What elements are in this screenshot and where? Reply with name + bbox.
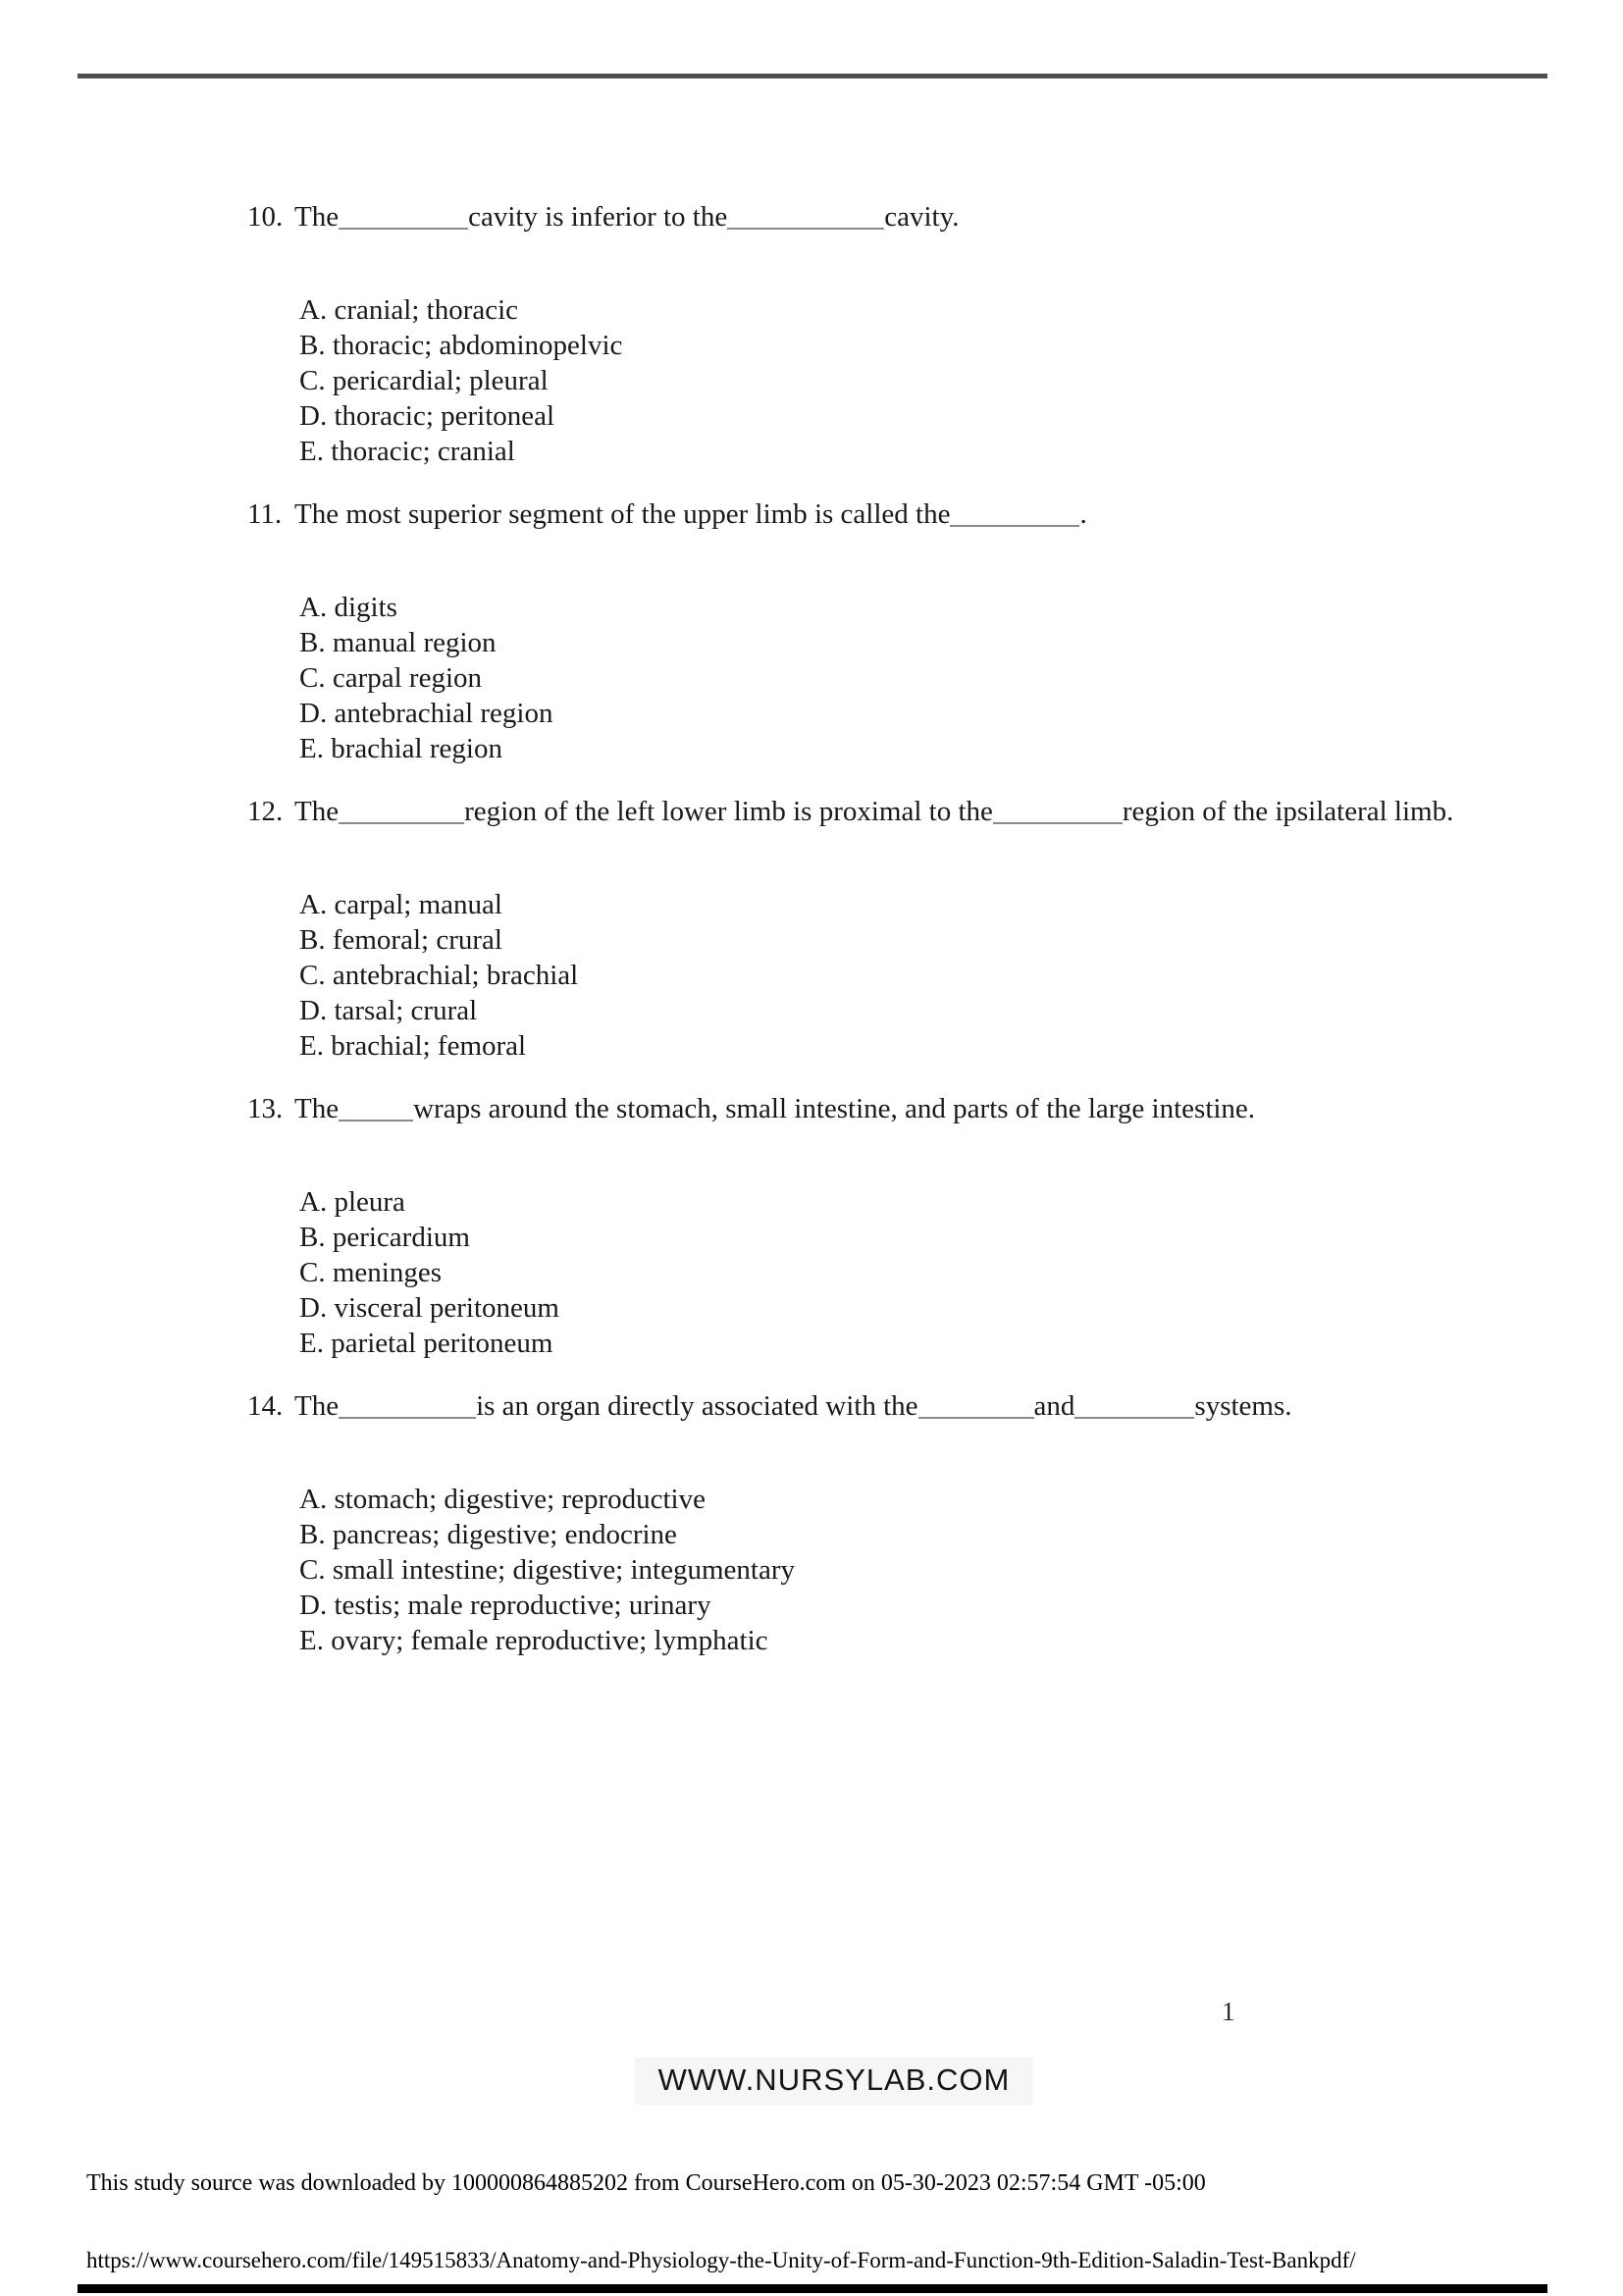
option-text: antebrachial; brachial <box>332 960 579 991</box>
option-letter: D. <box>299 400 328 432</box>
fill-in-blank <box>993 818 1123 824</box>
answer-option <box>299 922 1552 958</box>
option-text: pancreas; digestive; endocrine <box>332 1519 677 1550</box>
answer-option <box>299 363 1552 398</box>
option-text: meninges <box>332 1257 442 1288</box>
answer-option <box>299 887 1552 922</box>
question-line <box>247 794 1552 829</box>
option-text: stomach; digestive; reproductive <box>334 1484 706 1515</box>
question <box>247 1091 1552 1361</box>
watermark-container <box>0 2058 1623 2105</box>
option-letter: E. <box>299 1030 324 1062</box>
option-letter: A. <box>299 592 328 623</box>
options-list <box>299 887 1552 1064</box>
answer-option <box>299 292 1552 328</box>
question <box>247 794 1552 1064</box>
option-text: carpal; manual <box>334 889 502 920</box>
option-text: cranial; thoracic <box>334 294 519 326</box>
answer-option <box>299 696 1552 731</box>
option-text: femoral; crural <box>332 924 502 956</box>
answer-option <box>299 1290 1552 1326</box>
answer-option <box>299 398 1552 434</box>
question-number: 10. <box>247 201 284 233</box>
option-letter: B. <box>299 330 326 361</box>
question <box>247 496 1552 766</box>
question <box>247 1388 1552 1658</box>
answer-option <box>299 1255 1552 1290</box>
option-text: visceral peritoneum <box>334 1292 559 1324</box>
answer-option <box>299 958 1552 993</box>
question-text: The cavity is inferior to the cavity. <box>294 201 960 233</box>
question-line <box>247 199 1552 235</box>
option-letter: C. <box>299 960 326 991</box>
question <box>247 199 1552 469</box>
options-list <box>299 292 1552 469</box>
option-text: parietal peritoneum <box>331 1328 553 1359</box>
option-text: digits <box>334 592 397 623</box>
fill-in-blank <box>1074 1413 1194 1419</box>
option-letter: E. <box>299 733 324 764</box>
question-text: The wraps around the stomach, small intestine, and parts of the large intestine. <box>294 1093 1256 1124</box>
question-number: 13. <box>247 1093 284 1124</box>
option-text: ovary; female reproductive; lymphatic <box>331 1625 768 1656</box>
answer-option <box>299 328 1552 363</box>
question-number: 11. <box>247 498 283 530</box>
question-line <box>247 1091 1552 1126</box>
option-text: pericardial; pleural <box>332 365 549 396</box>
answer-option <box>299 660 1552 696</box>
fill-in-blank <box>950 521 1079 527</box>
bottom-bar <box>78 2284 1547 2293</box>
answer-option <box>299 625 1552 660</box>
download-note: This study source was downloaded by 100000864885202 from CourseHero.com on 05-30-2023 02:57:54 GMT -05:00 <box>86 2170 1206 2196</box>
fill-in-blank <box>339 818 464 824</box>
option-letter: D. <box>299 1292 328 1324</box>
fill-in-blank <box>339 224 468 230</box>
option-text: thoracic; peritoneal <box>334 400 555 432</box>
option-text: manual region <box>332 627 497 658</box>
answer-option <box>299 1623 1552 1658</box>
option-letter: B. <box>299 627 326 658</box>
option-letter: E. <box>299 1625 324 1656</box>
answer-option <box>299 1552 1552 1588</box>
answer-option <box>299 1588 1552 1623</box>
option-text: antebrachial region <box>334 698 553 729</box>
option-letter: A. <box>299 1186 328 1218</box>
option-text: testis; male reproductive; urinary <box>334 1590 711 1621</box>
question-number: 12. <box>247 796 284 827</box>
answer-option <box>299 1028 1552 1064</box>
watermark: WWW.NURSYLAB.COM <box>635 2058 1034 2105</box>
option-letter: A. <box>299 1484 328 1515</box>
option-text: pleura <box>334 1186 405 1218</box>
option-letter: B. <box>299 924 326 956</box>
option-letter: D. <box>299 698 328 729</box>
source-url-link[interactable]: https://www.coursehero.com/file/149515833/Anatomy-and-Physiology-the-Unity-of-Form-and-Function-9th-Edition-Saladin-Test-Bankpdf/ <box>86 2248 1356 2272</box>
option-text: pericardium <box>332 1222 470 1253</box>
top-rule <box>78 74 1547 78</box>
answer-option <box>299 731 1552 766</box>
question-line <box>247 496 1552 532</box>
option-letter: D. <box>299 1590 328 1621</box>
option-letter: D. <box>299 995 328 1026</box>
option-letter: C. <box>299 1554 326 1586</box>
option-text: small intestine; digestive; integumentary <box>332 1554 795 1586</box>
option-text: brachial region <box>331 733 502 764</box>
answer-option <box>299 1482 1552 1517</box>
options-list <box>299 590 1552 766</box>
option-text: brachial; femoral <box>331 1030 527 1062</box>
question-text: The region of the left lower limb is proximal to the region of the ipsilateral limb. <box>294 796 1454 827</box>
option-letter: B. <box>299 1519 326 1550</box>
answer-option <box>299 434 1552 469</box>
option-text: tarsal; crural <box>334 995 478 1026</box>
fill-in-blank <box>339 1116 413 1122</box>
question-text: The most superior segment of the upper limb is called the . <box>294 498 1087 530</box>
answer-option <box>299 993 1552 1028</box>
fill-in-blank <box>918 1413 1034 1419</box>
option-letter: B. <box>299 1222 326 1253</box>
option-text: thoracic; cranial <box>331 436 515 467</box>
answer-option <box>299 590 1552 625</box>
question-number: 14. <box>247 1390 284 1422</box>
answer-option <box>299 1220 1552 1255</box>
options-list <box>299 1482 1552 1658</box>
option-letter: A. <box>299 889 328 920</box>
option-letter: C. <box>299 365 326 396</box>
option-letter: A. <box>299 294 328 326</box>
option-letter: C. <box>299 1257 326 1288</box>
answer-option <box>299 1517 1552 1552</box>
options-list <box>299 1184 1552 1361</box>
question-line <box>247 1388 1552 1424</box>
answer-option <box>299 1326 1552 1361</box>
option-letter: E. <box>299 1328 324 1359</box>
questions-list <box>247 199 1552 1686</box>
option-text: carpal region <box>332 662 483 694</box>
page-number: 1 <box>1222 1997 1235 2026</box>
option-letter: E. <box>299 436 324 467</box>
answer-option <box>299 1184 1552 1220</box>
question-text: The is an organ directly associated with the and systems. <box>294 1390 1292 1422</box>
option-text: thoracic; abdominopelvic <box>332 330 623 361</box>
fill-in-blank <box>339 1413 476 1419</box>
option-letter: C. <box>299 662 326 694</box>
fill-in-blank <box>727 224 884 230</box>
